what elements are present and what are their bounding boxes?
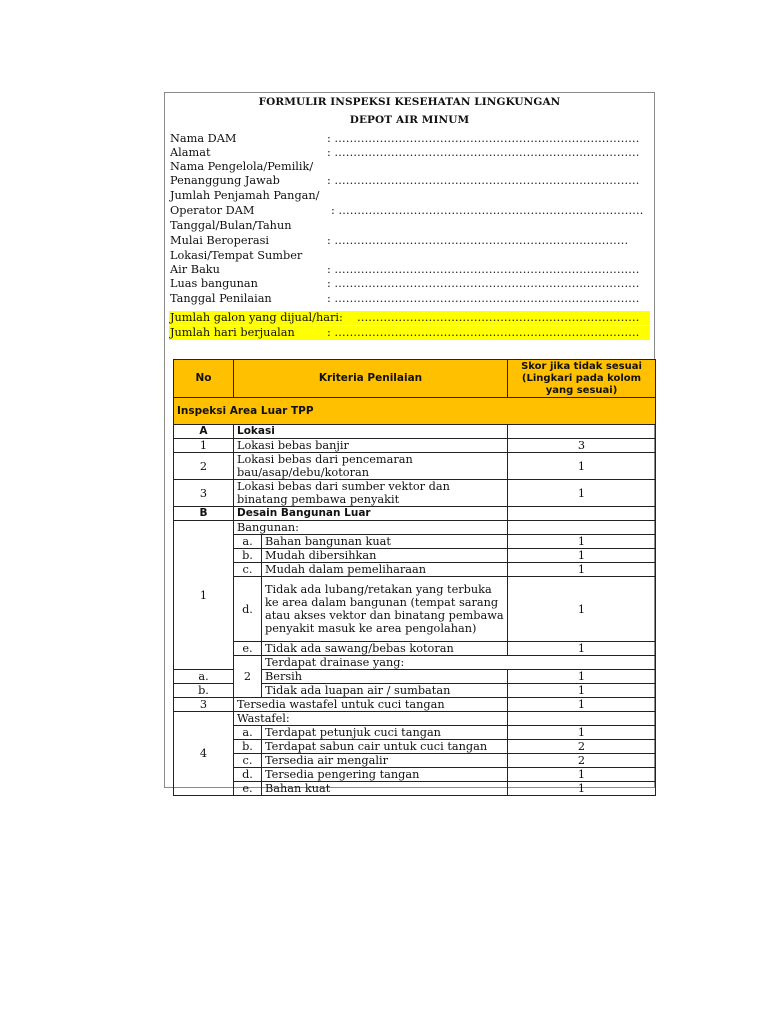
table-row: 1 Bangunan: [174,521,656,535]
header-kriteria: Kriteria Penilaian [234,360,508,398]
table-row: c. Mudah dalam pemeliharaan 1 [174,563,656,577]
score-cell[interactable]: 1 [508,782,656,796]
group-a-label: Lokasi [234,425,508,439]
table-row: a. Bersih 1 [174,670,656,684]
score-cell[interactable]: 1 [508,535,656,549]
form-subtitle: DEPOT AIR MINUM [349,114,470,126]
score-cell[interactable]: 1 [508,577,656,642]
table-row: 2 Lokasi bebas dari pencemaran bau/asap/debu/kotoran 1 [174,453,656,480]
score-cell[interactable]: 1 [508,768,656,782]
table-header-row [174,360,656,398]
table-row: e. Tidak ada sawang/bebas kotoran 1 [174,642,656,656]
table-row: 1 Lokasi bebas banjir 3 [174,439,656,453]
section-row [174,398,656,425]
table-row: c. Tersedia air mengalir 2 [174,754,656,768]
score-cell[interactable]: 1 [508,453,656,480]
score-cell[interactable]: 1 [508,698,656,712]
table-row: 3 Tersedia wastafel untuk cuci tangan 1 [174,698,656,712]
score-cell[interactable]: 2 [508,740,656,754]
table-row: d. Tersedia pengering tangan 1 [174,768,656,782]
table-row: b. Tidak ada luapan air / sumbatan 1 [174,684,656,698]
group-b-label: Desain Bangunan Luar [234,507,508,521]
section-title: Inspeksi Area Luar TPP [174,398,656,425]
table-row: 3 Lokasi bebas dari sumber vektor dan binatang pembawa penyakit 1 [174,480,656,507]
table-row: b. Mudah dibersihkan 1 [174,549,656,563]
score-cell[interactable]: 1 [508,642,656,656]
score-cell[interactable]: 1 [508,563,656,577]
table-row: e. Bahan kuat 1 [174,782,656,796]
table-row: d. Tidak ada lubang/retakan yang terbuka ke area dalam bangunan (tempat sarang atau akses vektor dan binatang pembawa penyakit masuk ke area pengolahan) 1 [174,577,656,642]
form-title: FORMULIR INSPEKSI KESEHATAN LINGKUNGAN [258,96,561,108]
score-cell[interactable]: 1 [508,670,656,684]
score-cell[interactable]: 2 [508,754,656,768]
table-row: 2 Terdapat drainase yang: [174,656,656,670]
group-b-no: B [174,507,234,521]
header-no: No [174,360,234,398]
group-row-b [174,507,656,521]
header-skor: Skor jika tidak sesuai (Lingkari pada kolom yang sesuai) [508,360,656,398]
criteria-table [173,359,656,796]
table-row: 4 Wastafel: [174,712,656,726]
table-row: a. Bahan bangunan kuat 1 [174,535,656,549]
group-row-a [174,425,656,439]
score-cell[interactable]: 3 [508,439,656,453]
score-cell[interactable]: 1 [508,480,656,507]
group-a-no: A [174,425,234,439]
form-page: FORMULIR INSPEKSI KESEHATAN LINGKUNGAN DEPOT AIR MINUM Nama DAM : ……………………………………………………………………… Alamat : ……………………………………………………………………… Nama Pengelola/Pemilik/ Penanggung Jawab : ……………………………………………………………………… Jumlah Penjamah Pangan/ Operator DAM : ……………………………………………………………………… Tanggal/Bulan/Tahun Mulai Beroperasi : …………………………………………………………………… Lokasi/Tempat Sumber Air Baku : ……………………………………………………………………… Luas bangunan : ……………………………………………………………………… Tanggal Penilaian : ……………………………………………………………………… Jumlah galon yang dijual/hari: ………………………………………………………………… Jumlah hari berjualan : ……………………………………………………………………… No Kriteria Penilaian Skor jika tidak sesuai (Lingkari pada kolom yang sesuai) Inspeksi Area Luar TPP A Lokasi 1 Lokasi bebas banjir 3 2 Lokasi bebas dari pencemaran bau/asap/debu/kotoran 1 3 Lokasi bebas dari sumber vektor dan binatang pembawa penyakit 1 B Desain Bangunan Luar 1 Bangunan: a. Bahan bangunan kuat 1 b. Mudah dibersihkan 1 c. Mudah dalam pemeliharaan 1 d. Tidak ada lubang/retakan yang terbuka ke area dalam bangunan (tempat sarang atau akses vektor dan binatang pembawa penyakit masuk ke area pengolahan) 1 e. Tidak ada sawang/bebas kotoran 1 2 Terdapat drainase yang: a. Bersih 1 b. Tidak ada luapan air / sumbatan 1 3 Tersedia wastafel untuk cuci tangan 1 4 Wastafel: a. Terdapat petunjuk cuci tangan 1 b. Terdapat sabun cair untuk cuci tangan 2 c. Tersedia air mengalir 2 d. Tersedia pengering tangan 1 e. Bahan kuat 1 [164,92,655,788]
table-row: a. Terdapat petunjuk cuci tangan 1 [174,726,656,740]
score-cell[interactable]: 1 [508,726,656,740]
score-cell[interactable]: 1 [508,549,656,563]
score-cell[interactable]: 1 [508,684,656,698]
table-row: b. Terdapat sabun cair untuk cuci tangan 2 [174,740,656,754]
